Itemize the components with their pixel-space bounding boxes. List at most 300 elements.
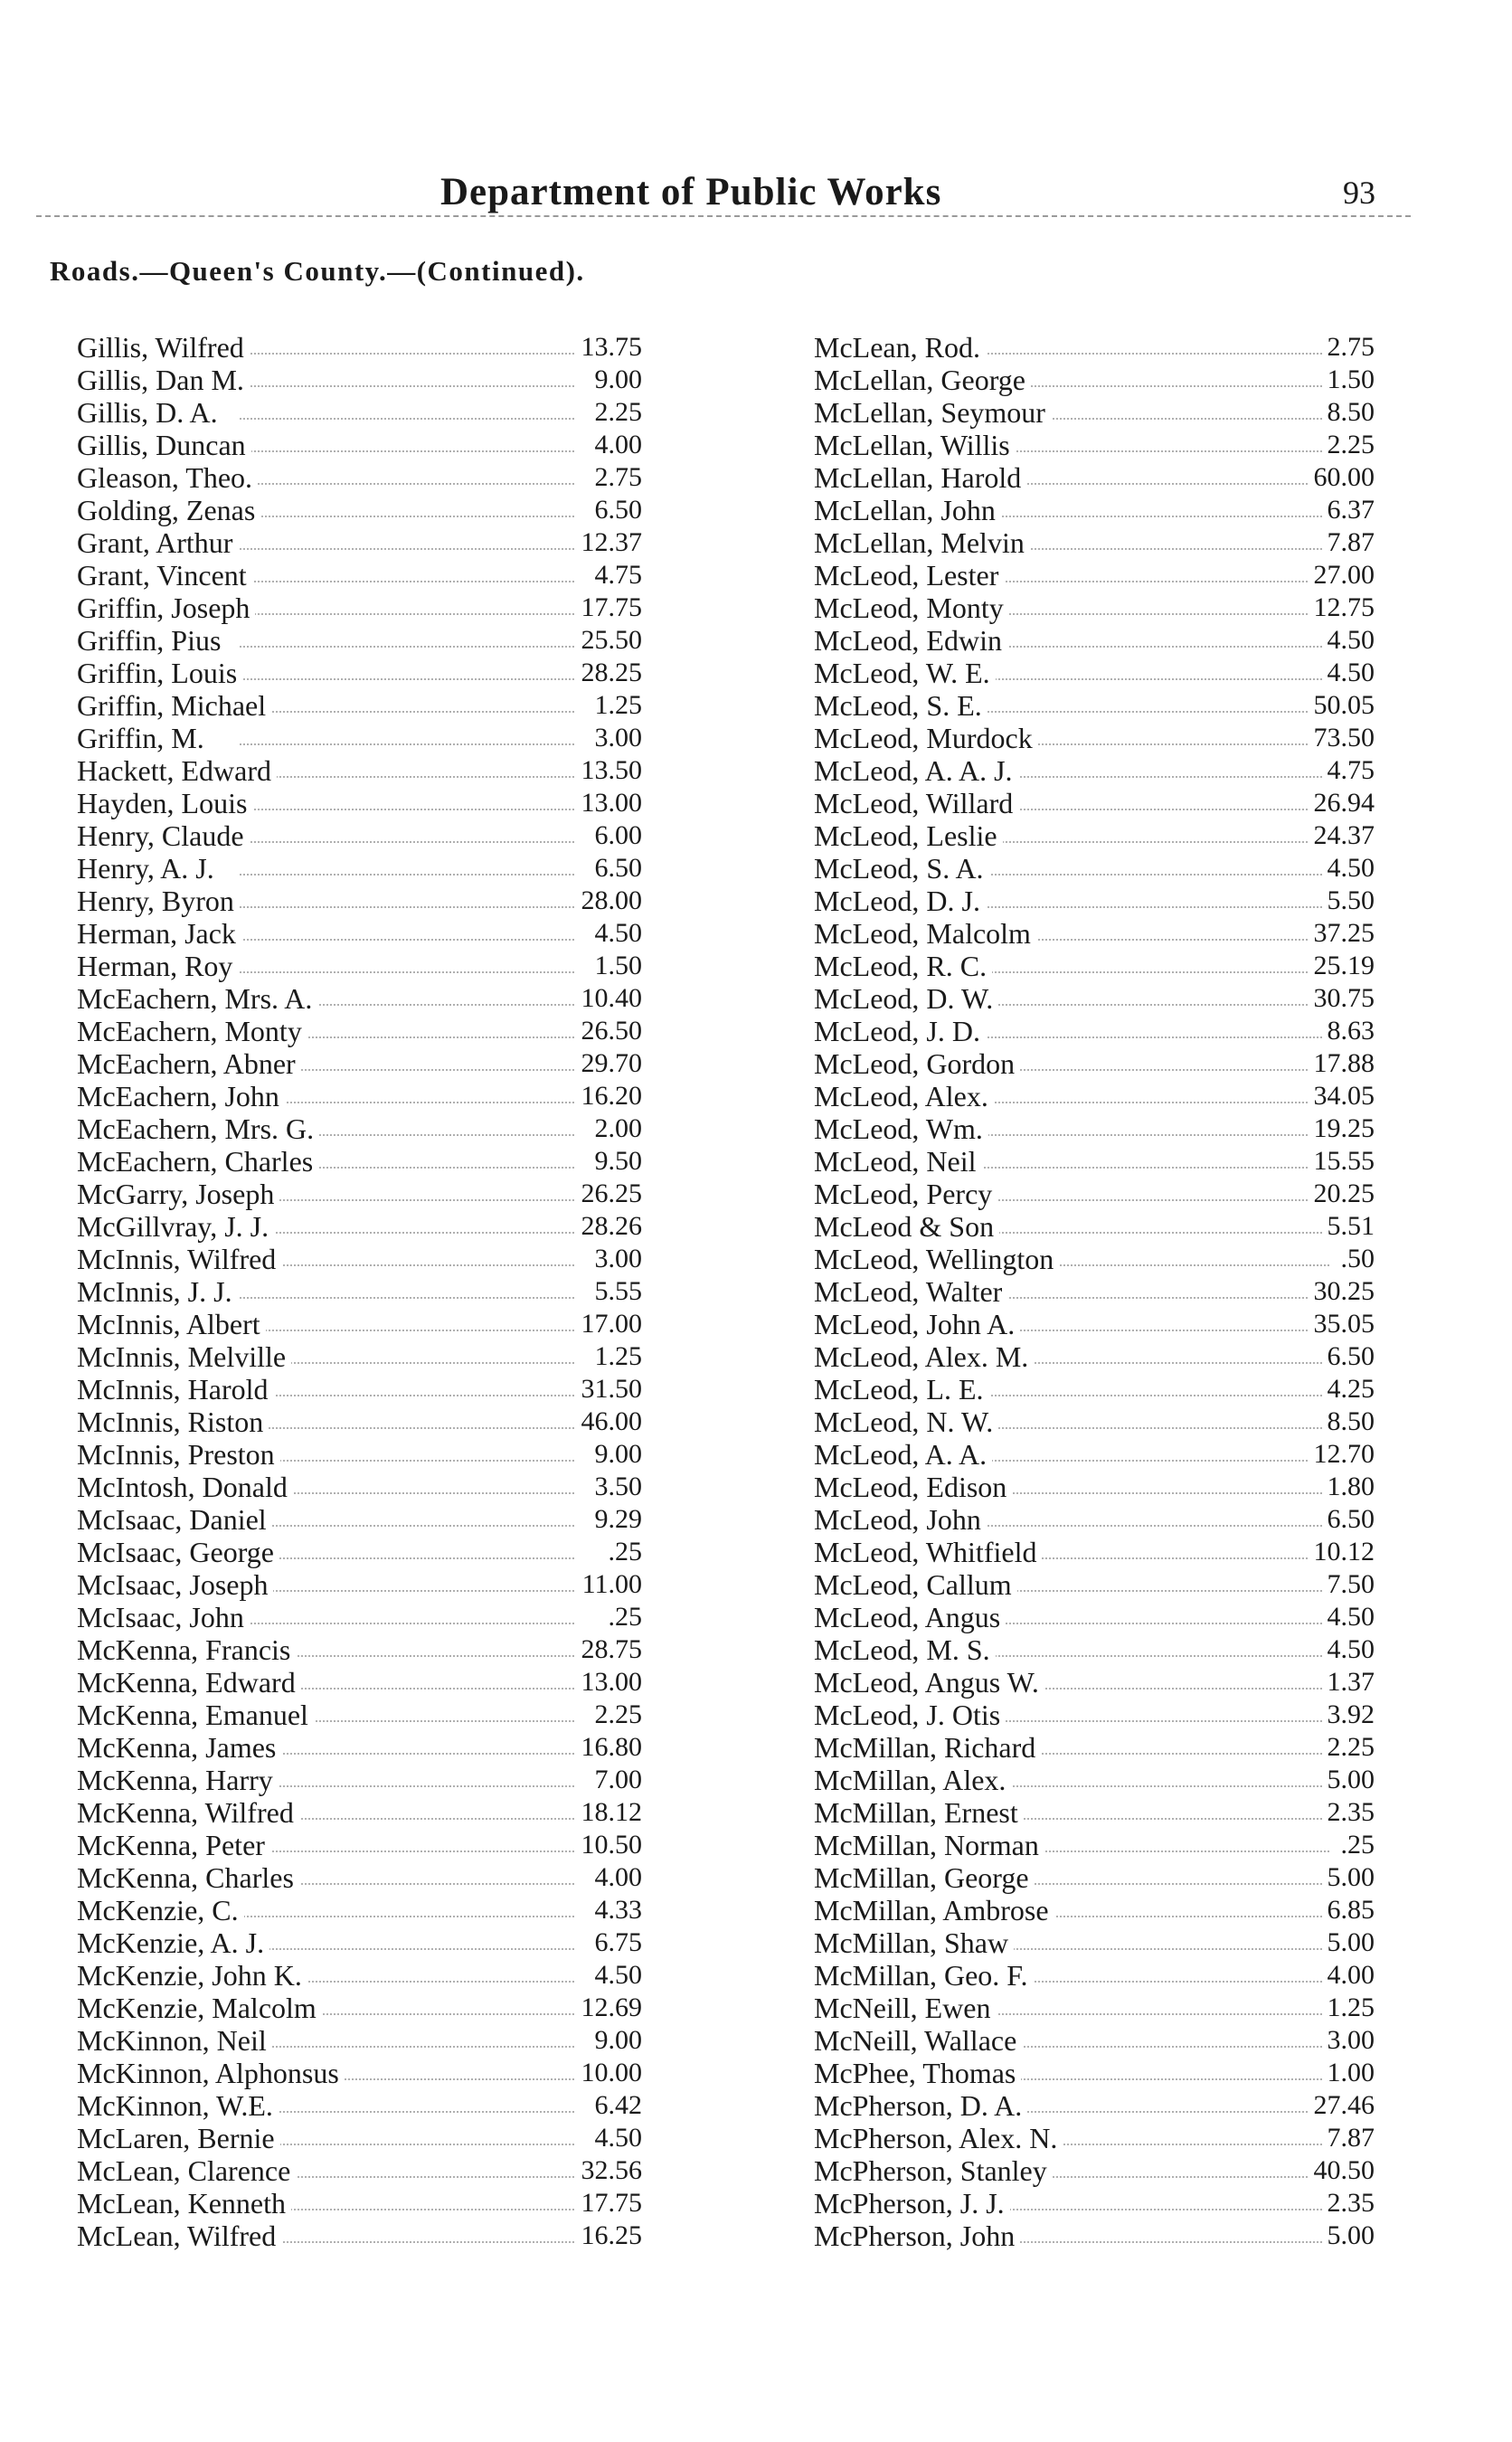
list-item (814, 852, 1375, 885)
payee-name: McPherson, D. A. (814, 2089, 1027, 2122)
list-item (814, 1015, 1375, 1047)
payment-amount: 4.50 (590, 1959, 643, 1992)
payee-name: McEachern, Abner (77, 1047, 301, 1080)
list-item (77, 1015, 642, 1047)
payee-name: McLeod, J. Otis (814, 1699, 1006, 1731)
payment-amount: 19.25 (1309, 1112, 1375, 1145)
dot-leader (240, 1330, 574, 1331)
dot-leader (977, 1395, 1329, 1396)
list-item (77, 754, 642, 787)
payment-amount: 4.50 (1322, 1601, 1375, 1633)
list-item (814, 917, 1375, 950)
dot-leader (240, 1850, 574, 1852)
dot-leader (240, 483, 574, 485)
dot-leader (977, 2046, 1329, 2048)
payment-amount: 4.50 (1322, 852, 1375, 885)
payment-amount: 13.00 (576, 1666, 643, 1699)
dot-leader (240, 809, 574, 810)
payee-name: McLeod, D. J. (814, 885, 986, 917)
list-item (814, 559, 1375, 592)
list-item (814, 1112, 1375, 1145)
payee-name: McLeod, Whitfield (814, 1536, 1042, 1568)
payee-name: McLeod, Alex. (814, 1080, 994, 1112)
list-item (814, 1243, 1375, 1275)
list-item (814, 1340, 1375, 1373)
list-item (814, 1438, 1375, 1471)
dot-leader (240, 2111, 574, 2113)
dot-leader (240, 613, 574, 615)
payment-amount: 2.35 (1322, 1796, 1375, 1829)
dot-leader (977, 1069, 1329, 1071)
payee-name: McLeod, John (814, 1503, 987, 1536)
payee-name: McLeod, Edison (814, 1471, 1012, 1503)
list-item (77, 1243, 642, 1275)
list-item (77, 2122, 642, 2154)
payment-amount: 6.50 (1322, 1340, 1375, 1373)
payment-amount: 2.25 (1322, 1731, 1375, 1764)
payee-name: Henry, Byron (77, 885, 240, 917)
payee-name: McEachern, Mrs. G. (77, 1112, 319, 1145)
list-item (77, 1959, 642, 1992)
dot-leader (977, 971, 1329, 973)
payee-name: McLellan, Willis (814, 429, 1016, 461)
payment-amount: 25.50 (576, 624, 643, 657)
payment-amount: 27.46 (1309, 2089, 1375, 2122)
payee-name: Gillis, Duncan (77, 429, 251, 461)
dot-leader (977, 1134, 1329, 1136)
payee-name: McLellan, George (814, 364, 1031, 396)
list-item (77, 1340, 642, 1373)
payment-amount: 5.00 (1322, 2220, 1375, 2252)
dot-leader (240, 1199, 574, 1201)
payment-amount: 7.87 (1322, 2122, 1375, 2154)
payee-name: McLeod, Malcolm (814, 917, 1036, 950)
list-item (814, 2187, 1375, 2220)
payee-name: McKenna, Edward (77, 1666, 301, 1699)
payee-name: McLeod, Wm. (814, 1112, 988, 1145)
payment-amount: 17.75 (576, 2187, 643, 2220)
payee-name: Gleason, Theo. (77, 461, 258, 494)
dot-leader (240, 2046, 574, 2048)
payee-name: McLeod, Angus (814, 1601, 1006, 1633)
payment-amount: 10.50 (576, 1829, 643, 1861)
payee-name: McKenna, Wilfred (77, 1796, 299, 1829)
payee-name: McEachern, Monty (77, 1015, 307, 1047)
payment-amount: 7.00 (590, 1764, 643, 1796)
list-item (814, 1210, 1375, 1243)
list-item (814, 1471, 1375, 1503)
payment-amount: 30.75 (1309, 982, 1375, 1015)
list-item (814, 494, 1375, 526)
list-item (77, 1178, 642, 1210)
dot-leader (240, 516, 574, 517)
list-item (814, 2220, 1375, 2252)
list-item (77, 950, 642, 982)
payment-amount: 24.37 (1309, 819, 1375, 852)
payee-name: McLeod, Monty (814, 592, 1009, 624)
payment-amount: 28.25 (576, 657, 643, 689)
list-item (814, 1894, 1375, 1926)
dot-leader (240, 646, 574, 648)
list-item (814, 2057, 1375, 2089)
payee-name: McGarry, Joseph (77, 1178, 279, 1210)
list-item (77, 1926, 642, 1959)
payment-amount: 18.12 (576, 1796, 643, 1829)
payee-name: McPherson, Stanley (814, 2154, 1053, 2187)
payment-amount: 9.00 (590, 2024, 643, 2057)
dot-leader (240, 1427, 574, 1429)
payment-amount: 20.25 (1309, 1178, 1375, 1210)
dot-leader (240, 776, 574, 778)
payee-name: McLeod, R. C. (814, 950, 992, 982)
dot-leader (240, 1264, 574, 1266)
payment-amount: 9.50 (590, 1145, 643, 1178)
payee-name: McLeod, A. A. (814, 1438, 992, 1471)
payment-amount: 3.00 (1322, 2024, 1375, 2057)
payee-name: McLeod & Son (814, 1210, 999, 1243)
list-item (814, 364, 1375, 396)
dot-leader (977, 874, 1329, 876)
list-item (814, 950, 1375, 982)
dot-leader (240, 906, 574, 908)
dot-leader (240, 711, 574, 713)
list-item (814, 1992, 1375, 2024)
list-item (814, 1080, 1375, 1112)
payment-amount: 5.00 (1322, 1926, 1375, 1959)
payment-amount: 4.25 (1322, 1373, 1375, 1406)
payment-amount: 6.50 (1322, 1503, 1375, 1536)
payment-amount: 6.50 (590, 852, 643, 885)
payment-amount: 1.25 (1322, 1992, 1375, 2024)
list-item (77, 2187, 642, 2220)
list-item (77, 1145, 642, 1178)
payee-name: Hackett, Edward (77, 754, 277, 787)
payment-amount: 7.87 (1322, 526, 1375, 559)
payee-name: McLeod, W. E. (814, 657, 996, 689)
payment-amount: 4.50 (1322, 624, 1375, 657)
list-item (814, 754, 1375, 787)
list-item (77, 1894, 642, 1926)
dot-leader (977, 2111, 1329, 2113)
list-item (77, 787, 642, 819)
payment-amount: 17.88 (1309, 1047, 1375, 1080)
list-item (77, 689, 642, 722)
payee-name: Henry, A. J. (77, 852, 220, 885)
payment-amount: 12.37 (576, 526, 643, 559)
payment-amount: 4.00 (590, 429, 643, 461)
payment-amount: 16.80 (576, 1731, 643, 1764)
list-item (77, 1666, 642, 1699)
list-item (77, 2057, 642, 2089)
payment-amount: 28.00 (576, 885, 643, 917)
payee-name: McEachern, John (77, 1080, 285, 1112)
payee-name: McLeod, Gordon (814, 1047, 1020, 1080)
payment-amount: 2.00 (590, 1112, 643, 1145)
list-item (77, 1373, 642, 1406)
list-item (77, 1829, 642, 1861)
payee-name: McKenna, Peter (77, 1829, 270, 1861)
list-item (814, 1145, 1375, 1178)
dot-leader (977, 516, 1329, 517)
payee-name: McLeod, J. D. (814, 1015, 986, 1047)
list-item (814, 1764, 1375, 1796)
payee-name: McLean, Clarence (77, 2154, 296, 2187)
list-item (77, 1047, 642, 1080)
list-item (77, 2220, 642, 2252)
payment-amount: 73.50 (1309, 722, 1375, 754)
payment-amount: 4.33 (590, 1894, 643, 1926)
payment-amount: 6.00 (590, 819, 643, 852)
payee-name: McLeod, Alex. M. (814, 1340, 1034, 1373)
list-item (814, 331, 1375, 364)
payee-name: Grant, Arthur (77, 526, 238, 559)
payment-amount: 1.25 (590, 689, 643, 722)
list-item (77, 331, 642, 364)
payee-name: Golding, Zenas (77, 494, 260, 526)
payee-name: Griffin, Joseph (77, 592, 255, 624)
payee-name: Henry, Claude (77, 819, 250, 852)
dot-leader (977, 1623, 1329, 1624)
dot-leader (977, 1525, 1329, 1527)
dot-leader (977, 841, 1329, 843)
payment-amount: 46.00 (576, 1406, 643, 1438)
payee-name: Gillis, Dan M. (77, 364, 250, 396)
dot-leader (977, 1785, 1329, 1787)
payment-amount: 28.26 (576, 1210, 643, 1243)
payment-amount: 34.05 (1309, 1080, 1375, 1112)
payment-amount: 5.50 (1322, 885, 1375, 917)
list-item (814, 787, 1375, 819)
payment-amount: 13.00 (576, 787, 643, 819)
list-item (814, 1633, 1375, 1666)
payment-amount: 10.40 (576, 982, 643, 1015)
payment-amount: 6.42 (590, 2089, 643, 2122)
payee-name: McLean, Wilfred (77, 2220, 281, 2252)
payment-amount: 6.75 (590, 1926, 643, 1959)
payee-name: McLellan, Melvin (814, 526, 1030, 559)
dot-leader (977, 1427, 1329, 1429)
payment-amount: 2.75 (590, 461, 643, 494)
payee-name: McPherson, John (814, 2220, 1020, 2252)
payment-amount: 6.85 (1322, 1894, 1375, 1926)
list-item (77, 1731, 642, 1764)
payee-name: McIsaac, Daniel (77, 1503, 272, 1536)
dot-leader (977, 776, 1329, 778)
payee-name: McKenzie, A. J. (77, 1926, 269, 1959)
payment-amount: 4.50 (1322, 657, 1375, 689)
payment-amount: 4.75 (590, 559, 643, 592)
payment-amount: 26.50 (576, 1015, 643, 1047)
dot-leader (977, 1948, 1329, 1950)
payee-name: McLeod, A. A. J. (814, 754, 1018, 787)
payment-amount: 3.50 (590, 1471, 643, 1503)
payee-name: Griffin, Michael (77, 689, 271, 722)
list-item (77, 592, 642, 624)
payee-name: McLeod, L. E. (814, 1373, 989, 1406)
payment-amount: 26.25 (576, 1178, 643, 1210)
payment-amount: 1.00 (1322, 2057, 1375, 2089)
dot-leader (240, 1557, 574, 1559)
list-item (77, 982, 642, 1015)
payee-name: McMillan, George (814, 1861, 1035, 1894)
payment-amount: 28.75 (576, 1633, 643, 1666)
payment-amount: 4.50 (1322, 1633, 1375, 1666)
payee-name: McMillan, Ambrose (814, 1894, 1054, 1926)
list-item (77, 1699, 642, 1731)
payee-name: McLeod, S. A. (814, 852, 989, 885)
payee-name: McMillan, Ernest (814, 1796, 1024, 1829)
payment-amount: 12.70 (1309, 1438, 1375, 1471)
list-item (77, 1992, 642, 2024)
left-column (77, 331, 642, 2252)
payment-amount: 6.50 (590, 494, 643, 526)
dot-leader (240, 548, 574, 550)
dot-leader (240, 2144, 574, 2145)
dot-leader (977, 809, 1329, 810)
dot-leader (240, 2241, 574, 2243)
payee-name: Griffin, M. (77, 722, 210, 754)
payee-name: McLeod, Edwin (814, 624, 1007, 657)
list-item (814, 1796, 1375, 1829)
dot-leader (977, 646, 1329, 648)
list-item (77, 526, 642, 559)
payment-amount: 4.75 (1322, 754, 1375, 787)
payment-amount: 5.00 (1322, 1861, 1375, 1894)
list-item (814, 1308, 1375, 1340)
payment-amount: .25 (1336, 1829, 1375, 1861)
payee-name: McInnis, Harold (77, 1373, 274, 1406)
dot-leader (240, 1102, 574, 1103)
dot-leader (240, 971, 574, 973)
payment-amount: 1.50 (590, 950, 643, 982)
list-item (814, 461, 1375, 494)
dot-leader (977, 1297, 1329, 1299)
payee-name: McLeod, Percy (814, 1178, 997, 1210)
header-rule (36, 215, 1411, 217)
payee-name: McLeod, Murdock (814, 722, 1038, 754)
list-item (77, 1861, 642, 1894)
dot-leader (977, 1655, 1329, 1657)
dot-leader (977, 450, 1329, 452)
dot-leader (977, 581, 1329, 582)
dot-leader (977, 2241, 1329, 2243)
payee-name: McEachern, Mrs. A. (77, 982, 317, 1015)
list-item (77, 461, 642, 494)
payee-name: McLeod, Lester (814, 559, 1004, 592)
payee-name: Grant, Vincent (77, 559, 252, 592)
payment-amount: 8.50 (1322, 396, 1375, 429)
payment-amount: 10.00 (576, 2057, 643, 2089)
dot-leader (240, 1948, 574, 1950)
list-item (77, 1080, 642, 1112)
payee-name: McMillan, Alex. (814, 1764, 1011, 1796)
payee-name: McKenna, Charles (77, 1861, 299, 1894)
list-item (814, 624, 1375, 657)
dot-leader (977, 2013, 1329, 2015)
list-item (77, 364, 642, 396)
payment-amount: 9.29 (590, 1503, 643, 1536)
payment-amount: 16.25 (576, 2220, 643, 2252)
payee-name: McLeod, D. W. (814, 982, 998, 1015)
dot-leader (977, 906, 1329, 908)
section-heading: Roads.—Queen's County.—(Continued). (50, 255, 585, 287)
dot-leader (240, 1590, 574, 1592)
payment-amount: 1.25 (590, 1340, 643, 1373)
payment-amount: 2.75 (1322, 331, 1375, 364)
payee-name: McLellan, Seymour (814, 396, 1051, 429)
payee-name: McLeod, Neil (814, 1145, 982, 1178)
list-item (77, 2024, 642, 2057)
payment-amount: 50.05 (1309, 689, 1375, 722)
dot-leader (240, 743, 574, 745)
list-item (77, 396, 642, 429)
page-title: Department of Public Works (440, 171, 942, 213)
payee-name: McKenna, Harry (77, 1764, 279, 1796)
payment-amount: 2.25 (590, 396, 643, 429)
payment-amount: 30.25 (1309, 1275, 1375, 1308)
payment-amount: 1.80 (1322, 1471, 1375, 1503)
payee-name: McLean, Rod. (814, 331, 986, 364)
list-item (814, 2154, 1375, 2187)
dot-leader (240, 1232, 574, 1234)
payee-name: McIsaac, George (77, 1536, 279, 1568)
list-item (77, 1308, 642, 1340)
dot-leader (240, 1785, 574, 1787)
payment-amount: 32.56 (576, 2154, 643, 2187)
payment-amount: 60.00 (1309, 461, 1375, 494)
payment-amount: 4.00 (1322, 1959, 1375, 1992)
payee-name: Gillis, Wilfred (77, 331, 250, 364)
payee-name: McKinnon, W.E. (77, 2089, 279, 2122)
list-item (77, 1275, 642, 1308)
payee-name: McPherson, J. J. (814, 2187, 1010, 2220)
payment-amount: 40.50 (1309, 2154, 1375, 2187)
list-item (77, 1536, 642, 1568)
payment-amount: 15.55 (1309, 1145, 1375, 1178)
list-item (77, 1601, 642, 1633)
payment-amount: 29.70 (576, 1047, 643, 1080)
list-item (814, 982, 1375, 1015)
dot-leader (240, 353, 574, 355)
list-item (814, 526, 1375, 559)
list-item (814, 1601, 1375, 1633)
list-item (814, 1699, 1375, 1731)
list-item (814, 1178, 1375, 1210)
list-item (77, 885, 642, 917)
payment-amount: 25.19 (1309, 950, 1375, 982)
dot-leader (977, 613, 1329, 615)
list-item (77, 1210, 642, 1243)
payment-amount: 3.92 (1322, 1699, 1375, 1731)
list-item (77, 722, 642, 754)
dot-leader (977, 1492, 1329, 1494)
payee-name: McMillan, Richard (814, 1731, 1041, 1764)
payment-amount: 7.50 (1322, 1568, 1375, 1601)
payee-name: McLeod, Angus W. (814, 1666, 1044, 1699)
list-item (77, 852, 642, 885)
list-item (77, 2154, 642, 2187)
payment-amount: 9.00 (590, 1438, 643, 1471)
payment-amount: .50 (1336, 1243, 1375, 1275)
list-item (814, 689, 1375, 722)
payment-amount: 8.63 (1322, 1015, 1375, 1047)
dot-leader (977, 2209, 1329, 2210)
dot-leader (977, 1590, 1329, 1592)
list-item (814, 819, 1375, 852)
list-item (77, 1568, 642, 1601)
list-item (814, 429, 1375, 461)
payee-name: McNeill, Ewen (814, 1992, 997, 2024)
